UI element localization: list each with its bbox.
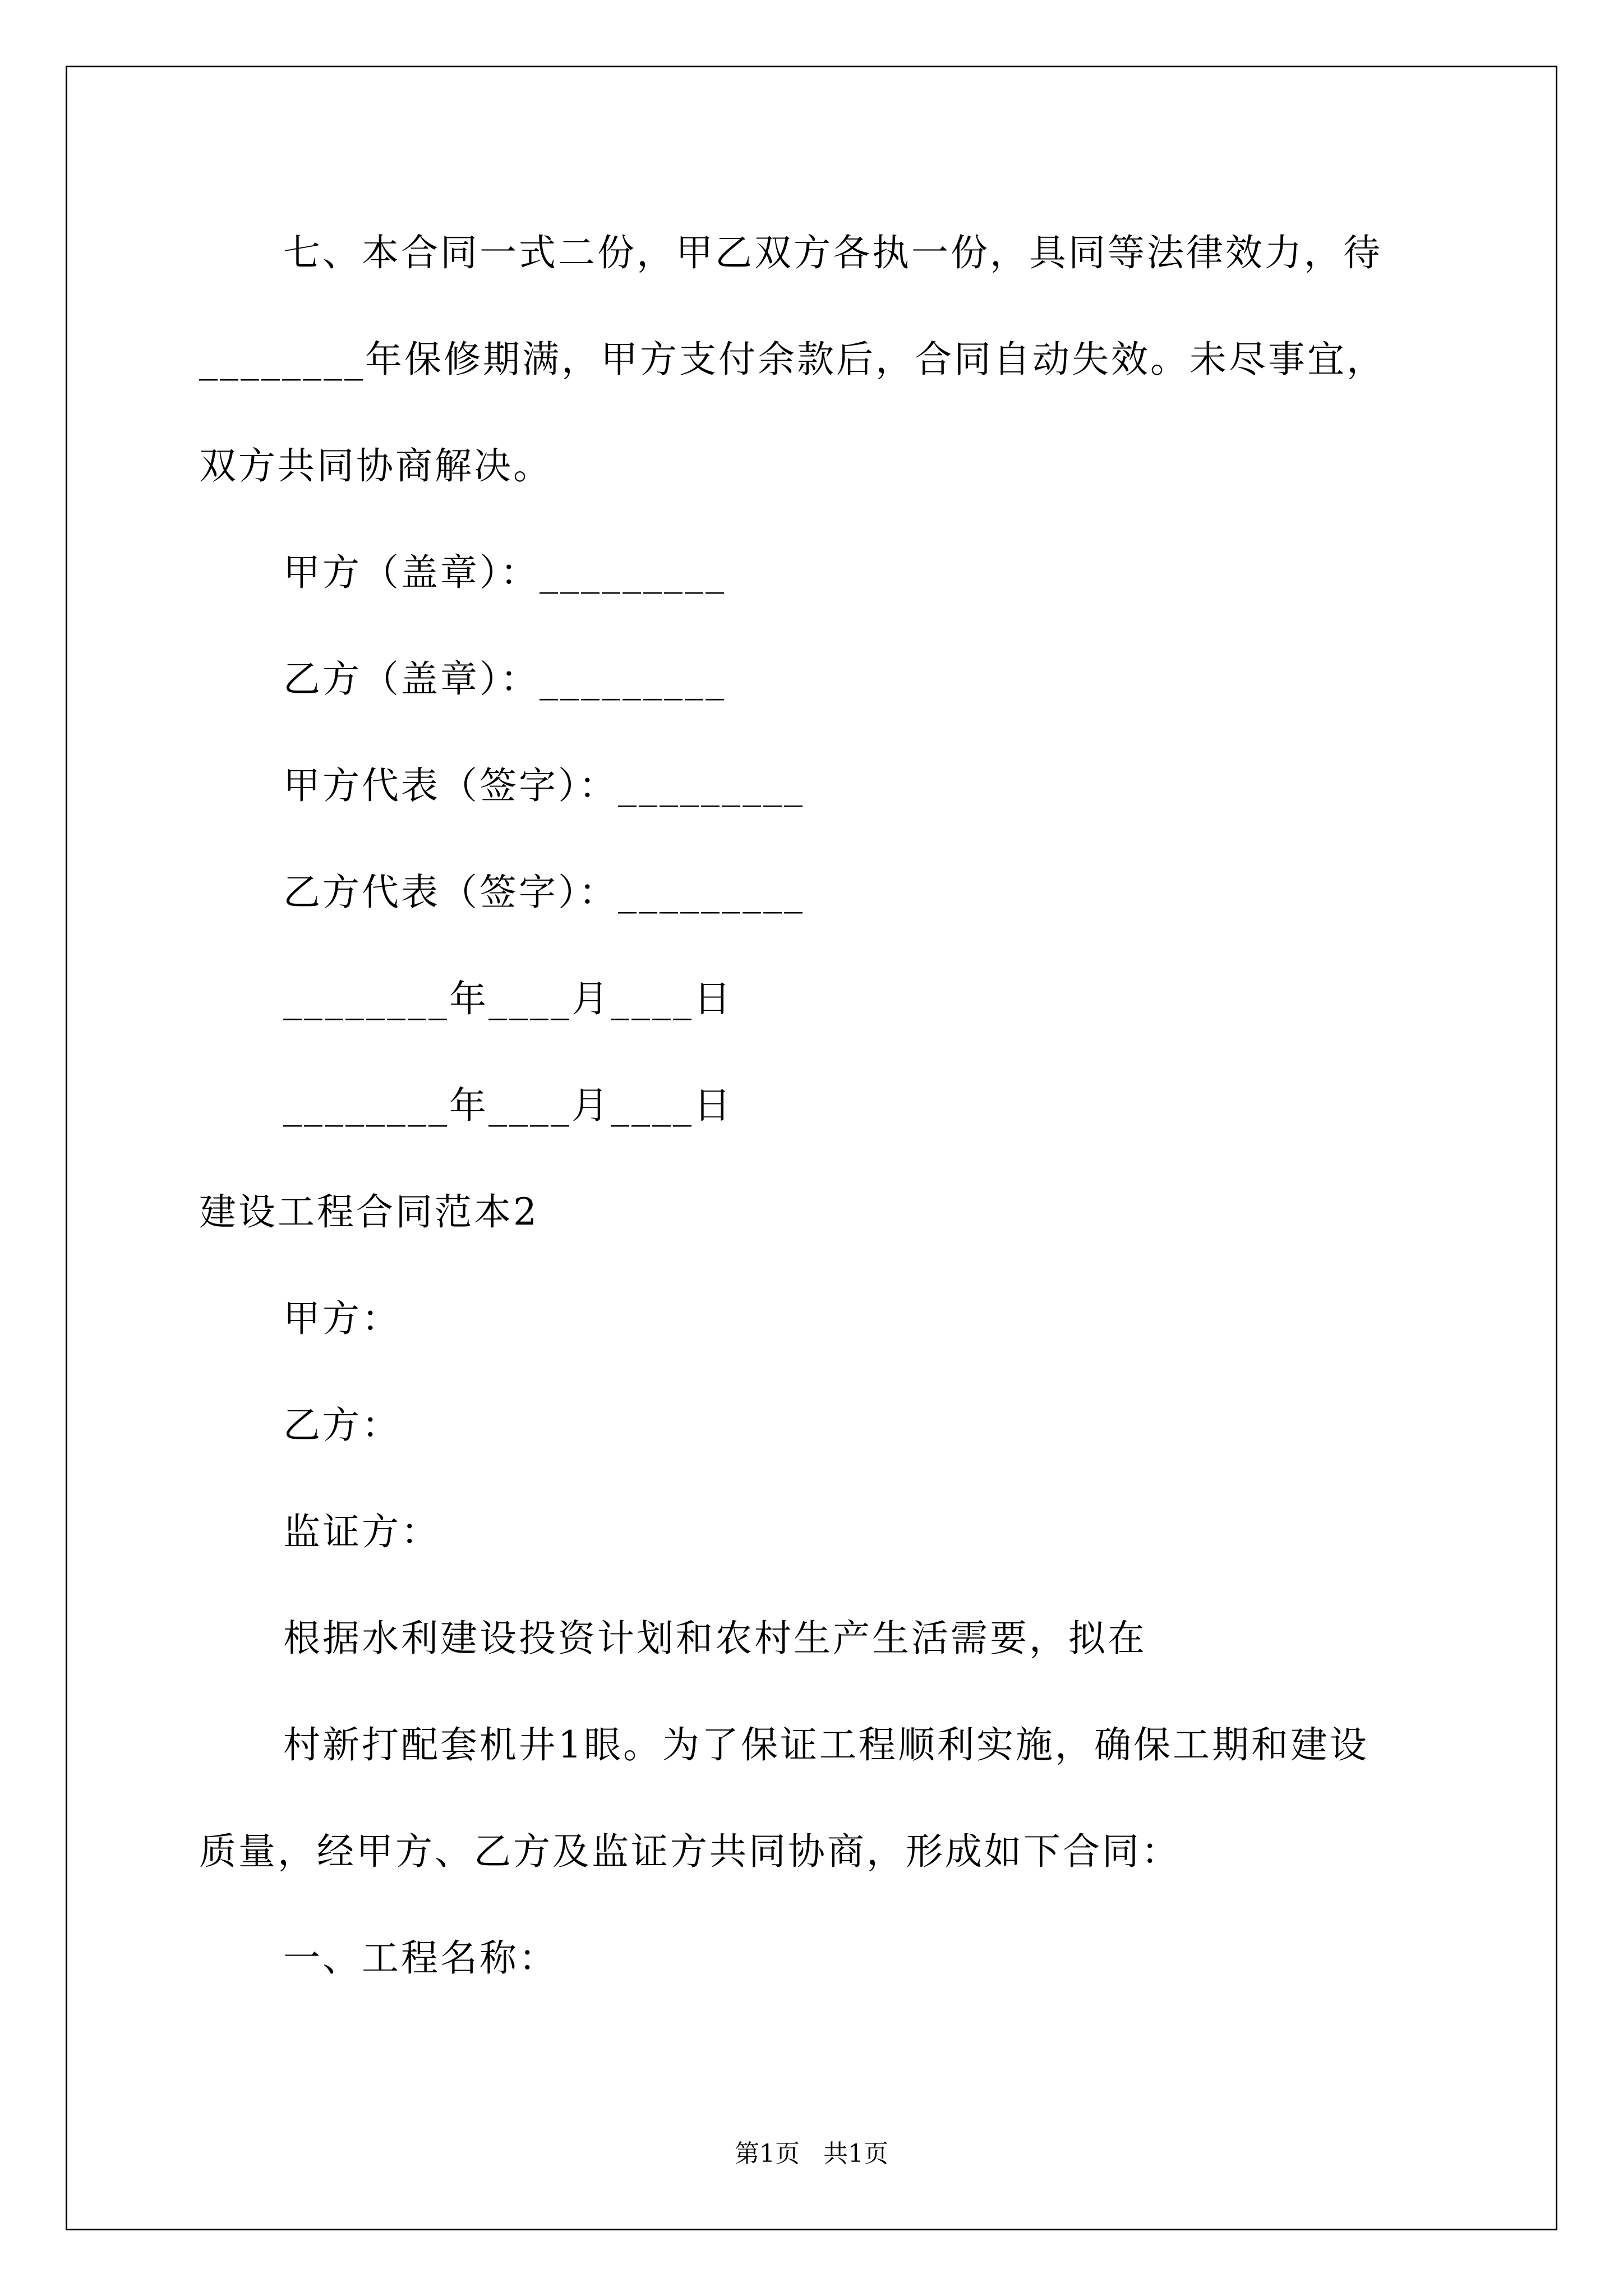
witness-label: 监证方：: [283, 1510, 440, 1553]
clause-7-line-3: 双方共同协商解决。: [199, 444, 552, 487]
preamble-line-1: 根据水利建设投资计划和农村生产生活需要，拟在: [283, 1617, 1147, 1660]
page-footer: 第1页 共1页: [735, 2139, 888, 2168]
preamble-line-3: 质量，经甲方、乙方及监证方共同协商，形成如下合同：: [199, 1830, 1181, 1873]
preamble-line-2: 村新打配套机井1眼。为了保证工程顺利实施，确保工期和建设: [283, 1723, 1369, 1766]
clause-1-heading: 一、工程名称：: [283, 1936, 558, 1980]
clause-7-line-1: 七、本合同一式二份，甲乙双方各执一份，具同等法律效力，待: [283, 231, 1382, 274]
clause-7-line-2: ________年保修期满，甲方支付余款后，合同自动失效。未尽事宜，: [199, 338, 1386, 381]
party-a-representative-signature: 甲方代表（签字）：_________: [283, 764, 805, 807]
party-b-label: 乙方：: [283, 1404, 401, 1447]
section-title: 建设工程合同范本2: [199, 1190, 539, 1234]
date-line-2: ________年____月____日: [283, 1084, 733, 1127]
party-b-seal: 乙方（盖章）：_________: [283, 657, 726, 701]
party-a-label: 甲方：: [283, 1297, 401, 1340]
party-b-representative-signature: 乙方代表（签字）：_________: [283, 871, 805, 914]
date-line-1: ________年____月____日: [283, 977, 733, 1020]
party-a-seal: 甲方（盖章）：_________: [283, 551, 726, 594]
